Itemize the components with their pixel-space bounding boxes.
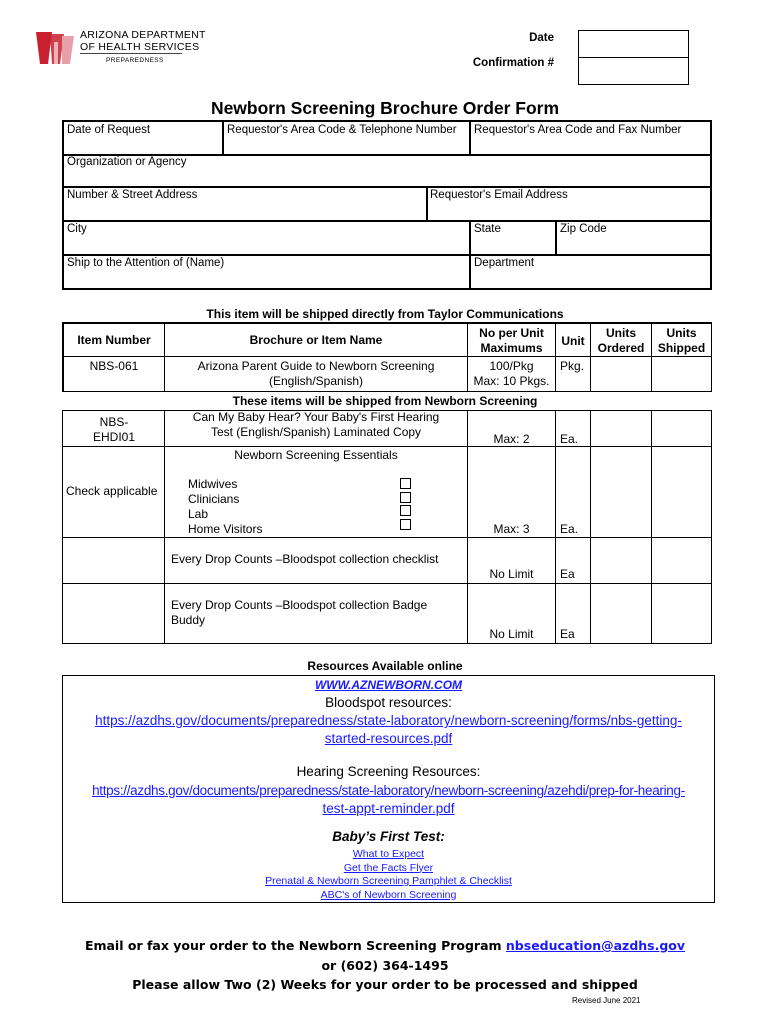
requestor-phone-field[interactable]: Requestor's Area Code & Telephone Number bbox=[227, 124, 457, 136]
row2-max: Max: 2 bbox=[493, 432, 530, 446]
option-midwives: Midwives bbox=[188, 477, 238, 491]
logo-divider bbox=[80, 53, 182, 54]
row2-unit: Ea. bbox=[560, 432, 579, 446]
header-ordered-line1: Units bbox=[606, 326, 636, 340]
city-field[interactable]: City bbox=[67, 223, 87, 235]
requestor-form bbox=[62, 120, 712, 290]
date-input[interactable] bbox=[578, 30, 689, 58]
row3-options bbox=[188, 477, 262, 537]
section-title-taylor: This item will be shipped directly from Taylor Communications bbox=[206, 307, 564, 321]
check-applicable-label: Check applicable bbox=[66, 484, 158, 498]
zip-field[interactable]: Zip Code bbox=[560, 223, 607, 235]
option-home-visitors: Home Visitors bbox=[188, 522, 263, 536]
row2-item-name bbox=[165, 410, 467, 440]
hearing-heading: Hearing Screening Resources: bbox=[296, 764, 481, 779]
header-shipped-line1: Units bbox=[666, 326, 697, 340]
header-brochure-name: Brochure or Item Name bbox=[249, 333, 383, 347]
row1-units-shipped-input[interactable] bbox=[653, 358, 710, 390]
adhs-logo-icon bbox=[34, 30, 76, 66]
footer-email-line bbox=[0, 938, 770, 953]
bloodspot-url[interactable] bbox=[62, 712, 715, 748]
aznewborn-link[interactable]: WWW.AZNEWBORN.COM bbox=[314, 678, 463, 692]
row1-name-line2: (English/Spanish) bbox=[268, 374, 364, 388]
row5-max: No Limit bbox=[489, 627, 534, 641]
bloodspot-url-line2[interactable]: started-resources.pdf bbox=[324, 731, 453, 746]
checkbox-midwives[interactable] bbox=[400, 478, 411, 489]
what-to-expect-link[interactable]: What to Expect bbox=[352, 848, 425, 860]
organization-field[interactable]: Organization or Agency bbox=[67, 156, 187, 168]
row2-number-line1: NBS- bbox=[99, 415, 129, 429]
header-shipped-line2: Shipped bbox=[657, 341, 706, 355]
option-lab: Lab bbox=[188, 507, 209, 521]
confirmation-label: Confirmation # bbox=[472, 57, 554, 69]
row5-name-line1: Every Drop Counts –Bloodspot collection Badge bbox=[171, 598, 428, 612]
bloodspot-heading: Bloodspot resources: bbox=[325, 695, 452, 710]
nbseducation-email-link[interactable]: nbseducation@azdhs.gov bbox=[505, 938, 686, 953]
row2-name-line2: Test (English/Spanish) Laminated Copy bbox=[210, 425, 422, 439]
row4-units-ordered-input[interactable] bbox=[592, 539, 650, 582]
row5-name-line2: Buddy bbox=[171, 613, 206, 627]
row4-max: No Limit bbox=[489, 567, 534, 581]
header-max-line2: Maximums bbox=[480, 341, 543, 355]
row4-item-name: Every Drop Counts –Bloodspot collection checklist bbox=[171, 552, 439, 566]
row1-units-ordered-input[interactable] bbox=[592, 358, 650, 390]
header-units-ordered bbox=[591, 326, 651, 356]
header-unit: Unit bbox=[561, 334, 585, 348]
row2-units-shipped-input[interactable] bbox=[653, 412, 710, 445]
footer-fax-line: or (602) 364-1495 bbox=[321, 958, 449, 973]
row3-unit: Ea. bbox=[560, 522, 579, 536]
header-max-line1: No per Unit bbox=[479, 326, 544, 340]
babys-first-test-heading: Baby’s First Test: bbox=[332, 829, 445, 844]
confirmation-input[interactable] bbox=[578, 57, 689, 85]
header-units-shipped bbox=[652, 326, 711, 356]
hearing-url-line1[interactable]: https://azdhs.gov/documents/preparedness/state-laboratory/newborn-screening/azehdi/prep-for-hearing- bbox=[92, 783, 685, 798]
row2-name-line1: Can My Baby Hear? Your Baby's First Hearing bbox=[192, 410, 440, 424]
row1-item-name bbox=[165, 359, 467, 389]
row2-number-line2: EHDI01 bbox=[92, 430, 136, 444]
row2-item-number bbox=[64, 415, 164, 445]
babys-first-test-links bbox=[62, 848, 715, 902]
date-of-request-field[interactable]: Date of Request bbox=[67, 124, 151, 136]
row5-item-name bbox=[171, 598, 427, 628]
option-clinicians: Clinicians bbox=[188, 492, 240, 506]
row3-units-shipped-input[interactable] bbox=[653, 448, 710, 536]
row4-units-shipped-input[interactable] bbox=[653, 539, 710, 582]
footer-email-text: Email or fax your order to the Newborn Screening Program bbox=[84, 938, 506, 953]
row1-max-line1: 100/Pkg bbox=[489, 359, 534, 373]
row3-units-ordered-input[interactable] bbox=[592, 448, 650, 536]
footer-processing-note: Please allow Two (2) Weeks for your order to be processed and shipped bbox=[132, 977, 638, 992]
resources-title: Resources Available online bbox=[307, 659, 463, 673]
row5-unit: Ea bbox=[560, 627, 575, 641]
header-max bbox=[468, 326, 555, 356]
state-field[interactable]: State bbox=[474, 223, 501, 235]
row1-max-line2: Max: 10 Pkgs. bbox=[473, 374, 550, 388]
requestor-fax-field[interactable]: Requestor's Area Code and Fax Number bbox=[474, 124, 682, 136]
section-title-nbs: These items will be shipped from Newborn Screening bbox=[232, 394, 538, 408]
abcs-link[interactable]: ABC's of Newborn Screening bbox=[320, 888, 457, 901]
revised-date: Revised June 2021 bbox=[572, 996, 641, 1005]
row1-name-line1: Arizona Parent Guide to Newborn Screening bbox=[197, 359, 435, 373]
row5-units-shipped-input[interactable] bbox=[653, 585, 710, 642]
row5-units-ordered-input[interactable] bbox=[592, 585, 650, 642]
department-field[interactable]: Department bbox=[474, 257, 535, 269]
logo-subtitle: PREPAREDNESS bbox=[106, 57, 164, 64]
page-title: Newborn Screening Brochure Order Form bbox=[210, 98, 560, 118]
date-label: Date bbox=[529, 32, 554, 44]
header-item-number: Item Number bbox=[77, 333, 151, 347]
row2-units-ordered-input[interactable] bbox=[592, 412, 650, 445]
row1-unit: Pkg. bbox=[560, 359, 585, 373]
logo-line2: OF HEALTH SERVICES bbox=[80, 41, 200, 53]
logo-line1: ARIZONA DEPARTMENT bbox=[80, 29, 206, 41]
bloodspot-url-line1[interactable]: https://azdhs.gov/documents/preparedness/state-laboratory/newborn-screening/forms/nbs-getting- bbox=[95, 713, 682, 728]
row4-unit: Ea bbox=[560, 567, 575, 581]
hearing-url[interactable] bbox=[62, 782, 715, 818]
pamphlet-checklist-link[interactable]: Prenatal & Newborn Screening Pamphlet & Checklist bbox=[265, 875, 512, 887]
ship-to-field[interactable]: Ship to the Attention of (Name) bbox=[67, 257, 225, 269]
hearing-url-line2[interactable]: test-appt-reminder.pdf bbox=[322, 801, 455, 816]
row3-heading: Newborn Screening Essentials bbox=[234, 448, 398, 462]
checkbox-home-visitors[interactable] bbox=[400, 519, 411, 530]
checkbox-lab[interactable] bbox=[400, 505, 411, 516]
logo-text bbox=[80, 29, 206, 53]
row1-max bbox=[468, 359, 555, 389]
email-field[interactable]: Requestor's Email Address bbox=[430, 189, 568, 201]
facts-flyer-link[interactable]: Get the Facts Flyer bbox=[343, 861, 434, 874]
header-ordered-line2: Ordered bbox=[597, 341, 645, 355]
row3-max: Max: 3 bbox=[493, 522, 530, 536]
row1-item-number: NBS-061 bbox=[89, 359, 139, 373]
checkbox-clinicians[interactable] bbox=[400, 492, 411, 503]
street-address-field[interactable]: Number & Street Address bbox=[67, 189, 198, 201]
